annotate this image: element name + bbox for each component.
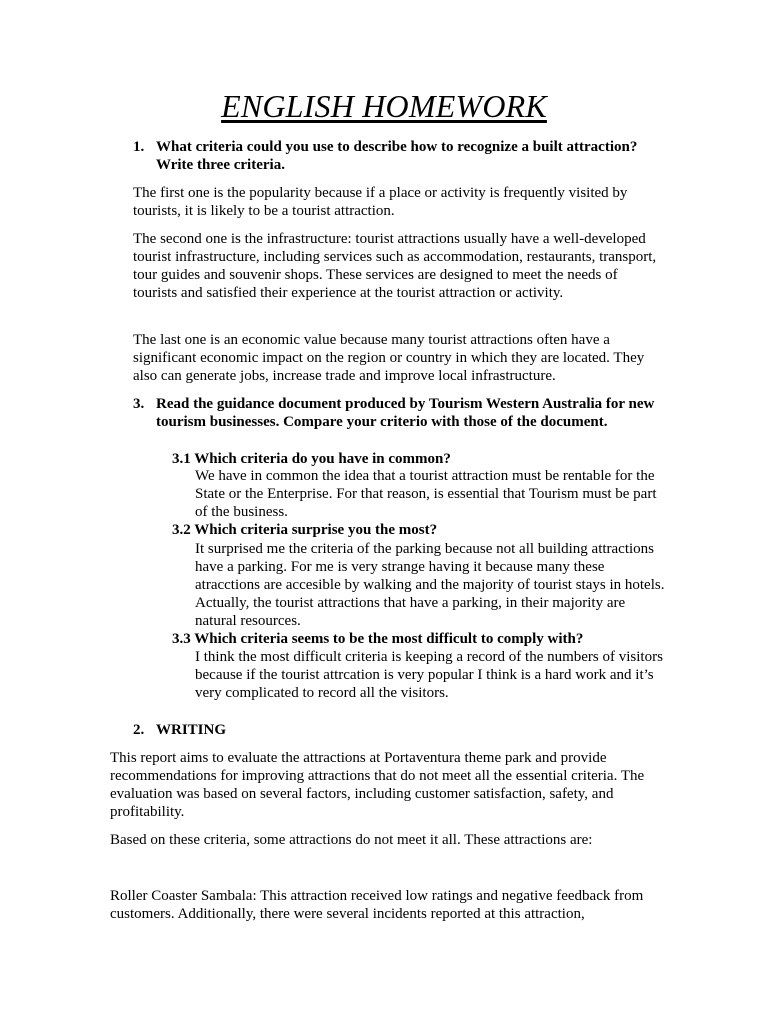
section-2-heading: WRITING — [156, 722, 227, 738]
answer-1-paragraph-2: The second one is the infrastructure: tourist attractions usually have a well-developed tourist infrastructure, including services such as accommodation, restaurants, transport, tour guides and souvenir shops. These services are designed to meet the needs of tourists and satisfied their experience at the tourist attraction or activity. — [133, 231, 657, 301]
question-3-2-heading: 3.2 Which criteria surprise you the most? — [172, 522, 438, 538]
question-3-1-answer: We have in common the idea that a tourist attraction must be rentable for the State or the Enterprise. For that reason, is essential that Tourism must be part of the business. — [195, 468, 657, 520]
writing-paragraph-1: This report aims to evaluate the attractions at Portaventura theme park and provide recommendations for improving attractions that do not meet all the essential criteria. The evaluation was based on several factors, including customer satisfaction, safety, and profitability. — [110, 750, 645, 820]
question-3-3-heading: 3.3 Which criteria seems to be the most difficult to comply with? — [172, 631, 584, 647]
writing-paragraph-3: Roller Coaster Sambala: This attraction received low ratings and negative feedback from customers. Additionally, there were several incidents reported at this attraction, — [110, 888, 644, 922]
answer-1-paragraph-3: The last one is an economic value because many tourist attractions often have a significant economic impact on the region or country in which they are located. They also can generate jobs, increase trade and improve local infrastructure. — [133, 332, 645, 384]
question-3-2-answer: It surprised me the criteria of the parking because not all building attractions have a parking. For me is very strange having it because many these atracctions are accesible by walking and the majority of tourist stays in hotels. Actually, the tourist attractions that have a parking, in their majority are natural resources. — [195, 541, 665, 629]
section-2-number: 2. — [133, 722, 145, 738]
answer-1-paragraph-1: The first one is the popularity because if a place or activity is frequently visited by tourists, it is likely to be a tourist attraction. — [133, 185, 628, 219]
question-3-3-answer: I think the most difficult criteria is keeping a record of the numbers of visitors because if the tourist attrcation is very popular I think is a hard work and it’s very complicated to record all the visitors. — [195, 649, 663, 701]
writing-paragraph-2: Based on these criteria, some attractions do not meet it all. These attractions are: — [110, 832, 593, 848]
question-1-number: 1. — [133, 139, 145, 155]
question-3: Read the guidance document produced by Tourism Western Australia for new tourism businesses. Compare your criterio with those of the document. — [156, 396, 655, 430]
question-3-number: 3. — [133, 396, 145, 412]
document-title: ENGLISH HOMEWORK — [221, 88, 547, 124]
question-1: What criteria could you use to describe how to recognize a built attraction? Write three criteria. — [156, 139, 638, 173]
question-3-1-heading: 3.1 Which criteria do you have in common? — [172, 451, 451, 467]
